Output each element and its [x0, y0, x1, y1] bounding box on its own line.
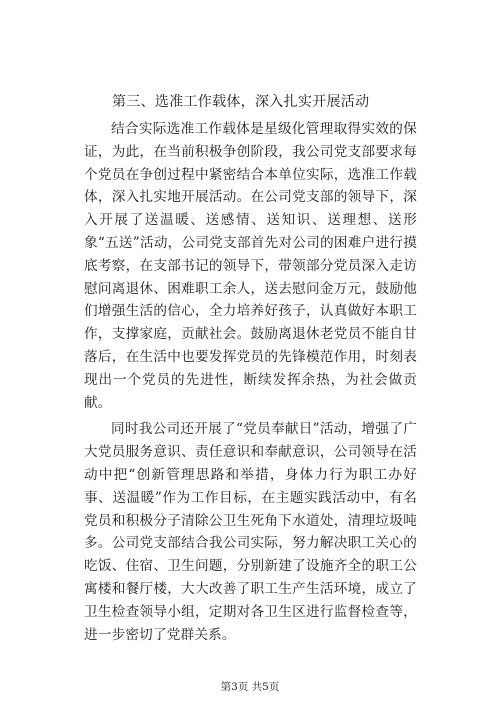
document-body — [84, 92, 417, 650]
page-number-footer: 第3页 共5页 — [220, 681, 280, 693]
section-heading: 第三、选准工作载体，深入扎实开展活动 — [112, 94, 370, 110]
paragraph-1: 结合实际选准工作载体是星级化管理取得实效的保证，为此，在当前积极争创阶段，我公司党支部要求每个党员在争创过程中紧密结合本单位实际，选准工作载体，深入扎实地开展活动。在公司党支部的领导下，深入开展了送温暖、送感情、送知识、送理想、送形象“五送”活动，公司党支部首先对公司的困难户进行摸底考察，在支部书记的领导下，带领部分党员深入走访慰问离退休、困难职工余人，送去慰问金万元，鼓励他们增强生活的信心，全力培养好孩子，认真做好本职工作，支撑家庭，贡献社会。鼓励离退休老党员不能自甘落后，在生活中也要发挥党员的先锋模范作用，时刻表现出一个党员的先进性，断续发挥余热，为社会做贡献。 — [84, 121, 417, 411]
paragraph-2: 同时我公司还开展了“党员奉献日”活动，增强了广大党员服务意识、责任意识和奉献意识，公司领导在活动中把“创新管理思路和举措，身体力行为职工办好事、送温暖”作为工作目标，在主题实践活动中，有名党员和积极分子清除公卫生死角下水道处，清理垃圾吨多。公司党支部结合我公司实际，努力解决职工关心的吃饭、住宿、卫生问题，分别新建了设施齐全的职工公寓楼和餐厅楼，大大改善了职工生产生活环境，成立了卫生检查领导小组，定期对各卫生区进行监督检查等，进一步密切了党群关系。 — [84, 421, 417, 643]
